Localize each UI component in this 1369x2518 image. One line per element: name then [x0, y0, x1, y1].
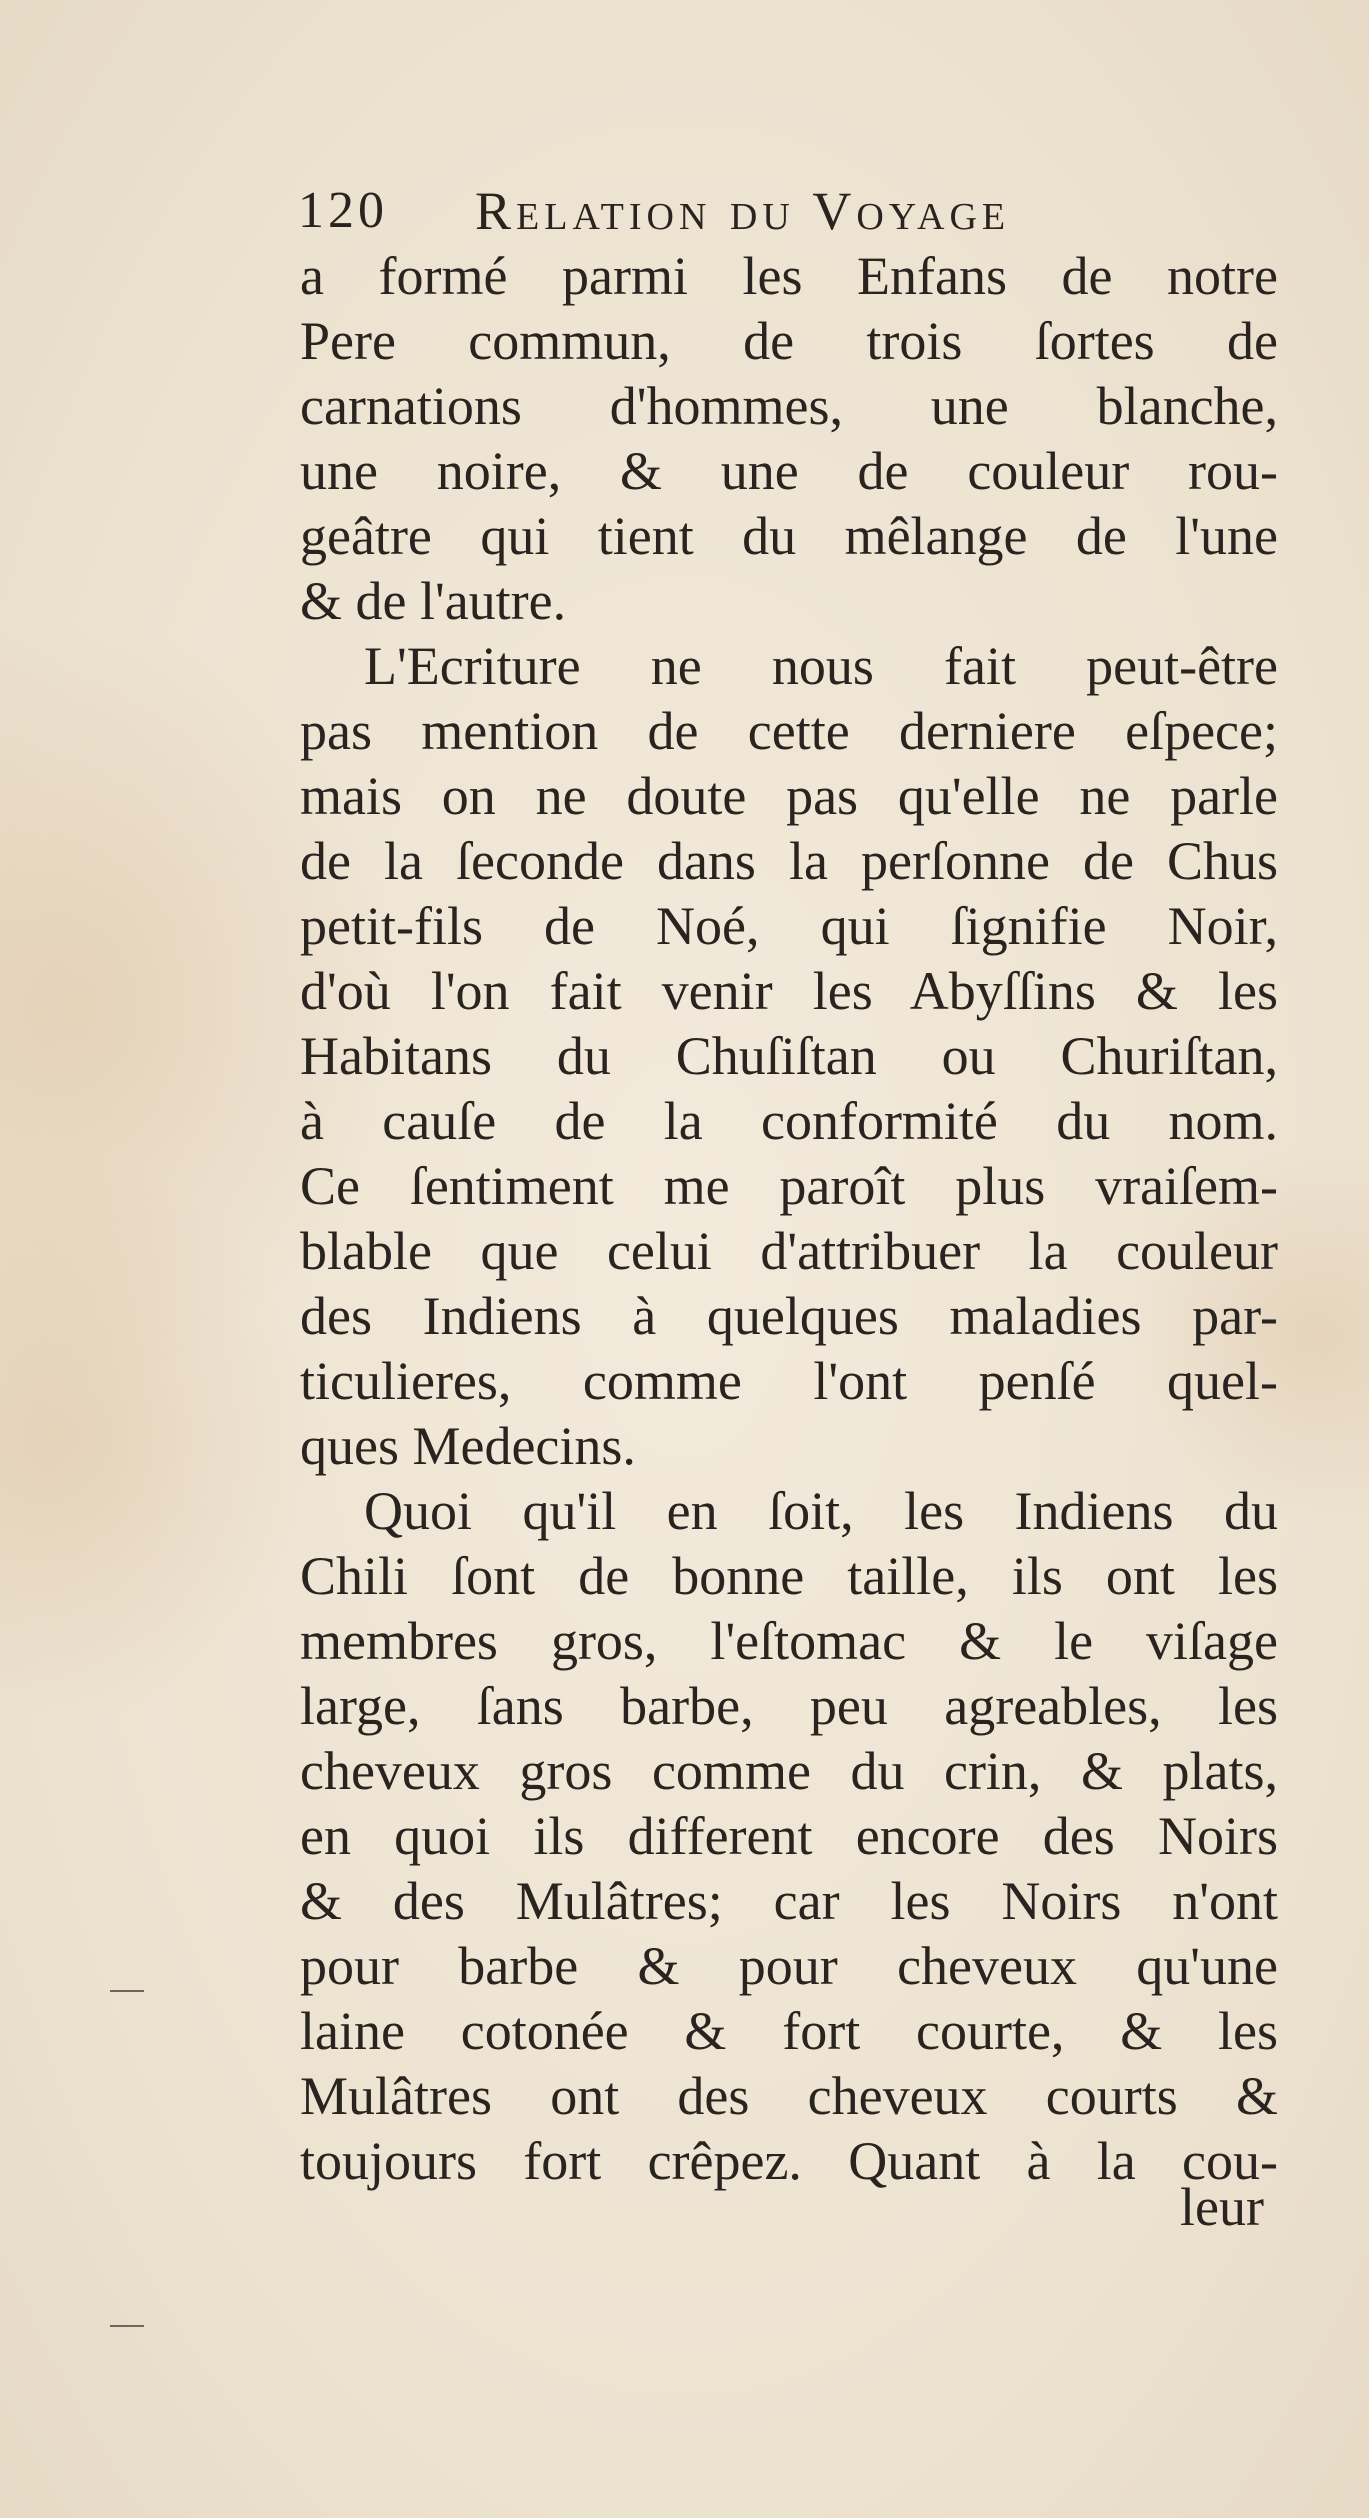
text-line: à cauſe de la conformité du nom. — [300, 1091, 1278, 1151]
running-title: Relation du Voyage — [475, 181, 1011, 241]
text-line: petit-fils de Noé, qui ſignifie Noir, — [300, 896, 1278, 956]
text-line: cheveux gros comme du crin, & plats, — [300, 1741, 1278, 1801]
text-line: Ce ſentiment me paroît plus vraiſem- — [300, 1156, 1278, 1216]
page-number: 120 — [298, 182, 388, 239]
catchword: leur — [1180, 2177, 1264, 2237]
text-line: carnations d'hommes, une blanche, — [300, 376, 1278, 436]
text-line: de la ſeconde dans la perſonne de Chus — [300, 831, 1278, 891]
page-header — [298, 176, 1278, 246]
text-line: L'Ecriture ne nous fait peut-être — [364, 636, 1278, 696]
text-line: ticulieres, comme l'ont penſé quel- — [300, 1351, 1278, 1411]
text-line: Chili ſont de bonne taille, ils ont les — [300, 1546, 1278, 1606]
text-line: & de l'autre. — [300, 571, 567, 631]
text-line: en quoi ils different encore des Noirs — [300, 1806, 1278, 1866]
text-line: Habitans du Chuſiſtan ou Churiſtan, — [300, 1026, 1278, 1086]
text-line: des Indiens à quelques maladies par- — [300, 1286, 1278, 1346]
text-line: d'où l'on fait venir les Abyſſins & les — [300, 961, 1278, 1021]
text-line: Quoi qu'il en ſoit, les Indiens du — [364, 1481, 1278, 1541]
text-line: large, ſans barbe, peu agreables, les — [300, 1676, 1278, 1736]
text-line: Mulâtres ont des cheveux courts & — [300, 2066, 1278, 2126]
text-line: ques Medecins. — [300, 1416, 636, 1476]
text-line: Pere commun, de trois ſortes de — [300, 311, 1278, 371]
text-line: mais on ne doute pas qu'elle ne parle — [300, 766, 1278, 826]
text-line: membres gros, l'eſtomac & le viſage — [300, 1611, 1278, 1671]
text-line: geâtre qui tient du mêlange de l'une — [300, 506, 1278, 566]
text-line: a formé parmi les Enfans de notre — [300, 246, 1278, 306]
body-text — [300, 244, 1278, 2194]
text-line: une noire, & une de couleur rou- — [300, 441, 1278, 501]
text-line: toujours fort crêpez. Quant à la cou- — [300, 2131, 1278, 2191]
text-line: laine cotonée & fort courte, & les — [300, 2001, 1278, 2061]
edge-tick-mark — [110, 2325, 144, 2327]
edge-tick-mark — [110, 1990, 144, 1992]
text-line: blable que celui d'attribuer la couleur — [300, 1221, 1278, 1281]
text-line: pour barbe & pour cheveux qu'une — [300, 1936, 1278, 1996]
text-line: & des Mulâtres; car les Noirs n'ont — [300, 1871, 1278, 1931]
text-line: pas mention de cette derniere eſpece; — [300, 701, 1278, 761]
